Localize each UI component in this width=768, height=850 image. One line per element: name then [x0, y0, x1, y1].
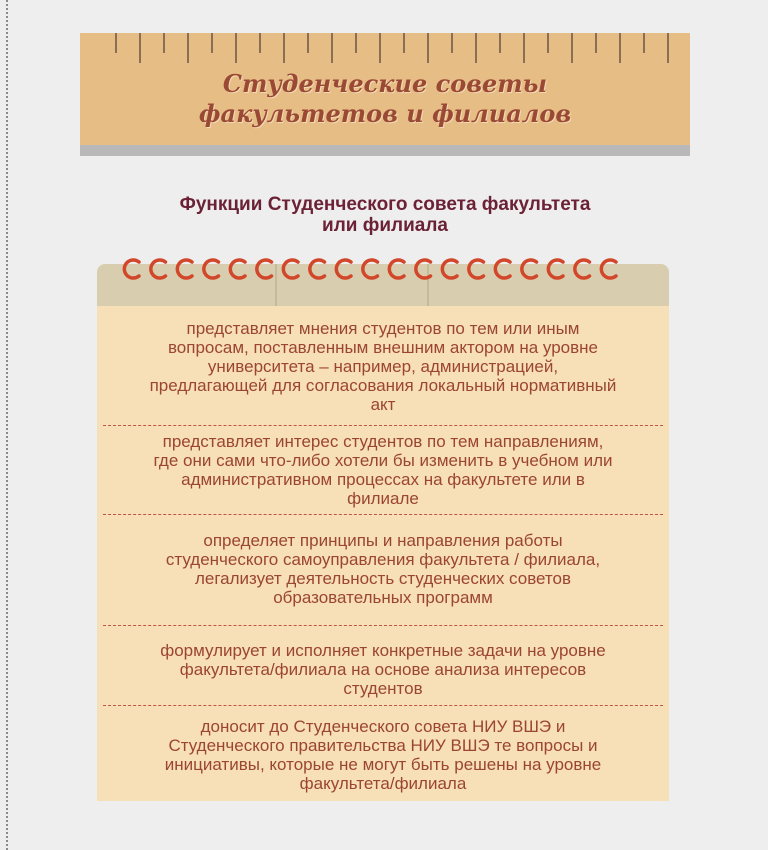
function-item-5-line: факультета/филиала	[299, 774, 467, 793]
function-item-3-line: легализует деятельность студенческих советов	[194, 569, 572, 588]
spiral-ring	[204, 260, 219, 278]
function-item-2	[97, 432, 669, 508]
spiral-ring	[124, 260, 139, 278]
spiral-ring	[601, 260, 616, 278]
spiral-ring	[151, 260, 166, 278]
page-left-border	[6, 0, 8, 850]
section-title-line-1: Функции Студенческого совета факультета	[179, 194, 591, 215]
spiral-ring	[177, 260, 192, 278]
spiral-ring	[416, 260, 431, 278]
banner-title	[80, 69, 690, 129]
spiral-ring	[442, 260, 457, 278]
function-item-1-line: университета – например, администрацией,	[207, 357, 559, 376]
item-separator	[103, 705, 663, 706]
function-item-1-line: акт	[370, 395, 396, 414]
function-item-5-line: инициативы, которые не могут быть решены на уровне	[164, 755, 602, 774]
spiral-ring	[257, 260, 272, 278]
function-item-4-line: факультета/филиала на основе анализа интересов	[179, 660, 587, 679]
item-separator	[103, 514, 663, 515]
spiral-ring	[389, 260, 404, 278]
function-item-2-line: административном процессах на факультете или в	[181, 470, 585, 489]
section-title-line-2: или филиала	[322, 215, 448, 236]
function-item-5-line: Студенческого правительства НИУ ВШЭ те вопросы и	[168, 736, 598, 755]
ruler-banner	[80, 33, 690, 145]
function-item-1-line: представляет мнения студентов по тем или иным	[186, 319, 580, 338]
spiral-ring	[283, 260, 298, 278]
spiral-ring	[495, 260, 510, 278]
function-item-3-line: студенческого самоуправления факультета / филиала,	[165, 550, 601, 569]
section-title	[100, 194, 670, 236]
spiral-ring	[522, 260, 537, 278]
spiral-ring	[230, 260, 245, 278]
function-item-3	[97, 531, 669, 607]
item-separator	[103, 425, 663, 426]
spiral-ring	[575, 260, 590, 278]
function-item-2-line: где они сами что-либо хотели бы изменить в учебном или	[153, 451, 613, 470]
spiral-ring	[363, 260, 378, 278]
function-item-1-line: вопросам, поставленным внешним актором на уровне	[167, 338, 599, 357]
banner-title-line-1: Студенческие советы	[222, 69, 548, 98]
function-item-2-line: филиале	[347, 489, 419, 508]
function-item-1	[97, 319, 669, 414]
item-separator	[103, 625, 663, 626]
banner-title-line-2: факультетов и филиалов	[198, 99, 572, 128]
function-item-3-line: образовательных программ	[273, 588, 493, 607]
function-item-4-line: студентов	[343, 679, 423, 698]
function-item-2-line: представляет интерес студентов по тем направлениям,	[162, 432, 604, 451]
notepad-spiral-rings	[118, 254, 638, 284]
function-item-5-line: доносит до Студенческого совета НИУ ВШЭ и	[200, 717, 566, 736]
notepad-body	[97, 306, 669, 801]
spiral-ring	[469, 260, 484, 278]
function-item-4	[97, 641, 669, 698]
spiral-ring	[310, 260, 325, 278]
function-item-5	[97, 717, 669, 793]
function-item-1-line: предлагающей для согласования локальный нормативный	[149, 376, 617, 395]
function-item-4-line: формулирует и исполняет конкретные задачи на уровне	[160, 641, 606, 660]
function-item-3-line: определяет принципы и направления работы	[203, 531, 563, 550]
spiral-ring	[548, 260, 563, 278]
spiral-ring	[336, 260, 351, 278]
